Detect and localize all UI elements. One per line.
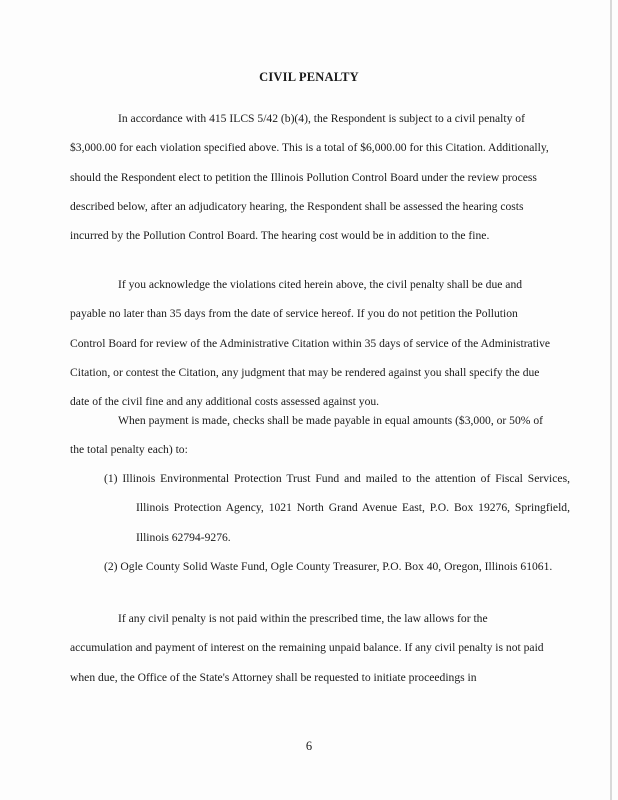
paragraph-payment-due: If you acknowledge the violations cited herein above, the civil penalty shall be due and payable no later than 35 days from the date of service hereof. If you do not petition the Pollution Control Board for review of the Administrative Citation within 35 days of service of the Administrative Citation, or contest the Citation, any judgment that may be rendered against you shall specify the due date of the civil fine and any additional costs assessed against you. — [70, 278, 551, 409]
scan-edge-line — [610, 0, 612, 800]
list-item-trust-fund: (1) Illinois Environmental Protection Trust Fund and mailed to the attention of Fiscal Services, Illinois Protection Agency, 1021 North Grand Avenue East, P.O. Box 19276, Springfield, Illinois 62794-9276. — [104, 472, 570, 544]
page-number: 6 — [305, 739, 313, 753]
paragraph-civil-penalty-amount: In accordance with 415 ILCS 5/42 (b)(4), the Respondent is subject to a civil penalty of $3,000.00 for each violation specified above. This is a total of $6,000.00 for this Citation. Additionally, should the Respondent elect to petition the Illinois Pollution Control Board under the review process described below, after an adjudicatory hearing, the Respondent shall be assessed the hearing costs incurred by the Pollution Control Board. The hearing cost would be in addition to the fine. — [70, 112, 549, 243]
list-item-solid-waste-fund: (2) Ogle County Solid Waste Fund, Ogle County Treasurer, P.O. Box 40, Oregon, Illinois 61061. — [104, 560, 553, 573]
section-title: CIVIL PENALTY — [259, 70, 359, 84]
paragraph-unpaid-penalty: If any civil penalty is not paid within the prescribed time, the law allows for the accumulation and payment of interest on the remaining unpaid balance. If any civil penalty is not paid when due, the Office of the State's Attorney shall be requested to initiate proceedings in — [70, 612, 544, 684]
paragraph-payment-instructions: When payment is made, checks shall be made payable in equal amounts ($3,000, or 50% of the total penalty each) to: — [70, 414, 543, 457]
